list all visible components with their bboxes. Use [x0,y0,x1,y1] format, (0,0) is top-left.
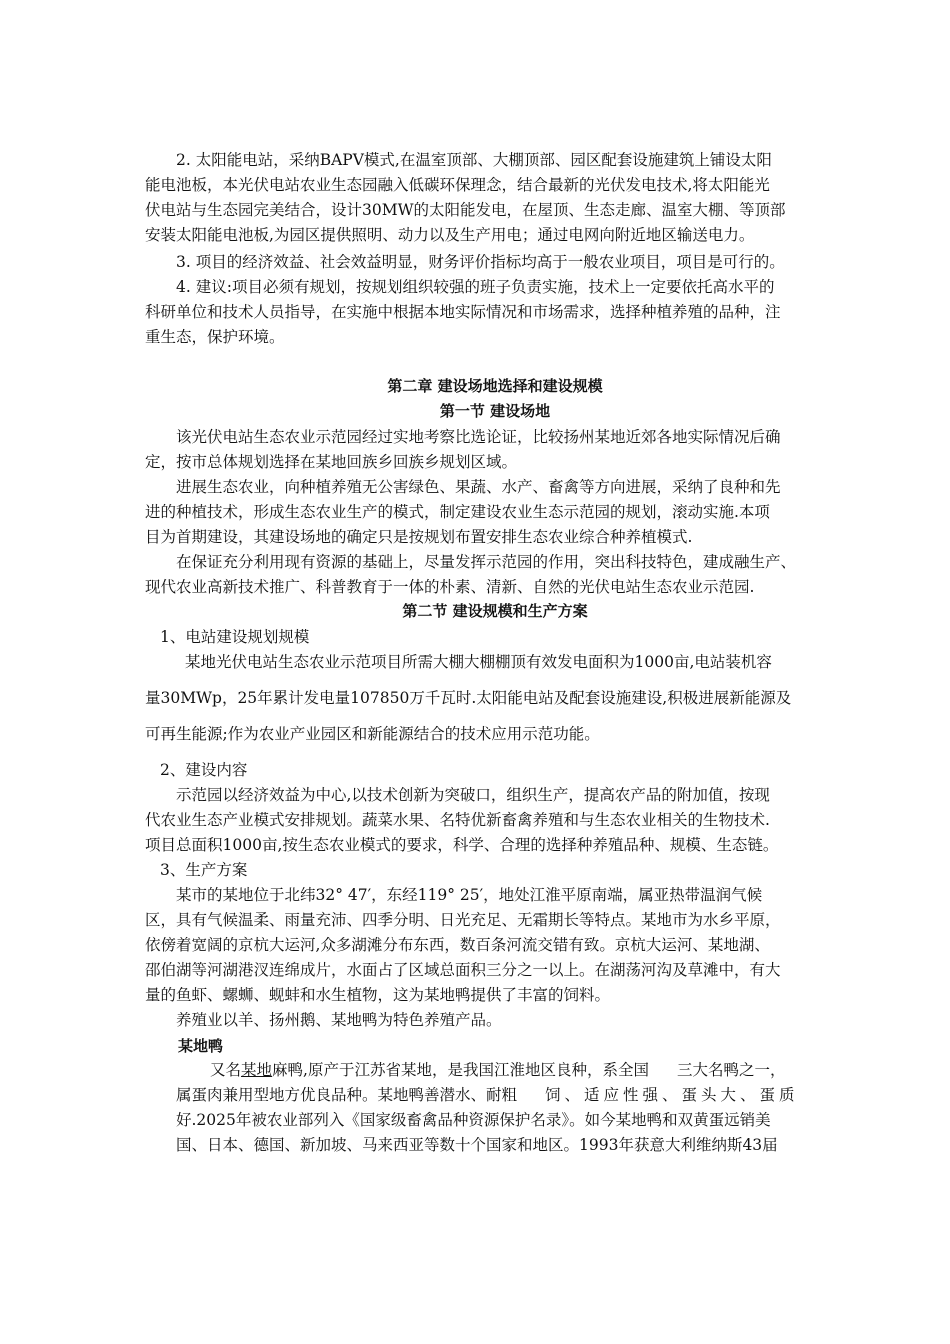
text-line: 2. 太阳能电站，采纳BAPV模式,在温室顶部、大棚顶部、园区配套设施建筑上铺设太阳 [176,151,772,169]
text-line: 区，具有气候温柔、雨量充沛、四季分明、日光充足、无霜期长等特点。某地市为水乡平原， [145,911,781,929]
text-line: 代农业生态产业模式安排规划。蔬菜水果、名特优新畜禽养殖和与生态农业相关的生物技术. [145,811,770,829]
subsection-2-title: 2、建设内容 [160,761,248,779]
text-line: 量30MWp，25年累计发电量107850万千瓦时.太阳能电站及配套设施建设,积极进展新能源及 [145,689,792,707]
subsection-2-paragraph [145,783,845,858]
section-1-paragraph-2 [145,475,845,550]
text-line: 某地光伏电站生态农业示范项目所需大棚大棚棚顶有效发电面积为1000亩,电站装机容 [185,653,772,671]
section-1-paragraph-1 [145,425,845,475]
item-4-paragraph [145,275,845,350]
text-line: 依傍着宽阔的京杭大运河,众多湖滩分布东西，数百条河流交错有致。京杭大运河、某地湖、 [145,936,770,954]
text-line [176,1083,836,1108]
text-segment: 三大名鸭之一， [676,1061,786,1079]
text-segment: 饲、适应性强、蛋头大、蛋质 [545,1086,799,1104]
text-line: 国、日本、德国、新加坡、马来西亚等数十个国家和地区。1993年获意大利维纳斯43届 [176,1136,778,1154]
text-line: 邵伯湖等河湖港汊连绵成片，水面占了区域总面积三分之一以上。在湖荡河沟及草滩中，有大 [145,961,781,979]
item-2-paragraph [145,148,845,248]
subsection-3-paragraph [145,883,845,1033]
text-line: 该光伏电站生态农业示范园经过实地考察比选论证，比较扬州某地近郊各地实际情况后确 [176,428,781,446]
text-segment: 属蛋肉兼用型地方优良品种。某地鸭善潜水、耐粗 [176,1086,518,1104]
subsection-3-title: 3、生产方案 [160,861,248,879]
section-1-paragraph-3 [145,550,845,600]
text-line: 目为首期建设，其建设场地的确定只是按规划布置安排生态农业综合种养植模式. [145,528,693,546]
text-line: 示范园以经济效益为中心,以技术创新为突破口，组织生产，提高农产品的附加值，按现 [176,786,770,804]
underlined-text: 某地 [241,1061,273,1079]
chapter-title: 第二章 建设场地选择和建设规模 [387,377,603,395]
section-2-title: 第二节 建设规模和生产方案 [402,602,588,620]
item-3-paragraph [145,250,845,275]
text-line: 某市的某地位于北纬32° 47′，东经119° 25′，地处江淮平原南端，属亚热带温润气候 [176,886,763,904]
text-line: 可再生能源;作为农业产业园区和新能源结合的技术应用示范功能。 [145,725,600,743]
text-line: 定，按市总体规划选择在某地回族乡回族乡规划区域。 [145,453,518,471]
section-1-title: 第一节 建设场地 [439,402,551,420]
duck-title: 某地鸭 [178,1037,224,1055]
text-line: 伏电站与生态园完美结合，设计30MW的太阳能发电，在屋顶、生态走廊、温室大棚、等顶部 [145,201,786,219]
text-line: 科研单位和技术人员指导，在实施中根据本地实际情况和市场需求，选择种植养殖的品种，注 [145,303,781,321]
text-line: 养殖业以羊、扬州鹅、某地鸭为特色养殖产品。 [176,1011,502,1029]
text-line: 安装太阳能电池板,为园区提供照明、动力以及生产用电；通过电网向附近地区输送电力。 [145,226,755,244]
text-line: 现代农业高新技术推广、科普教育于一体的朴素、清新、自然的光伏电站生态农业示范园. [145,578,755,596]
text-line: 能电池板，本光伏电站农业生态园融入低碳环保理念，结合最新的光伏发电技术,将太阳能光 [145,176,770,194]
text-line: 进展生态农业，向种植养殖无公害绿色、果蔬、水产、畜禽等方向进展，采纳了良种和先 [176,478,781,496]
text-line: 好.2025年被农业部列入《国家级畜禽品种资源保护名录》。如今某地鸭和双黄蛋远销美 [176,1111,771,1129]
text-segment: 又名 [210,1061,242,1079]
text-segment: 麻鸭,原产于江苏省某地，是我国江淮地区良种，系全国 [272,1061,649,1079]
text-line: 量的鱼虾、螺蛳、蚬蚌和水生植物，这为某地鸭提供了丰富的饲料。 [145,986,611,1004]
text-line: 在保证充分利用现有资源的基础上，尽量发挥示范园的作用，突出科技特色，建成融生产、 [176,553,797,571]
text-line: 重生态，保护环境。 [145,328,285,346]
duck-paragraph [176,1058,836,1158]
text-line: 进的种植技术，形成生态农业生产的模式，制定建设农业生态示范园的规划，滚动实施.本项 [145,503,770,521]
text-line [176,1058,836,1083]
subsection-1-paragraph [145,650,845,747]
text-line: 3. 项目的经济效益、社会效益明显，财务评价指标均高于一般农业项目，项目是可行的。 [176,253,785,271]
subsection-1-title: 1、电站建设规划规模 [160,628,310,646]
text-line: 项目总面积1000亩,按生态农业模式的要求，科学、合理的选择种养殖品种、规模、生态链。 [145,836,779,854]
text-line: 4. 建议:项目必须有规划，按规划组织较强的班子负责实施，技术上一定要依托高水平的 [176,278,775,296]
